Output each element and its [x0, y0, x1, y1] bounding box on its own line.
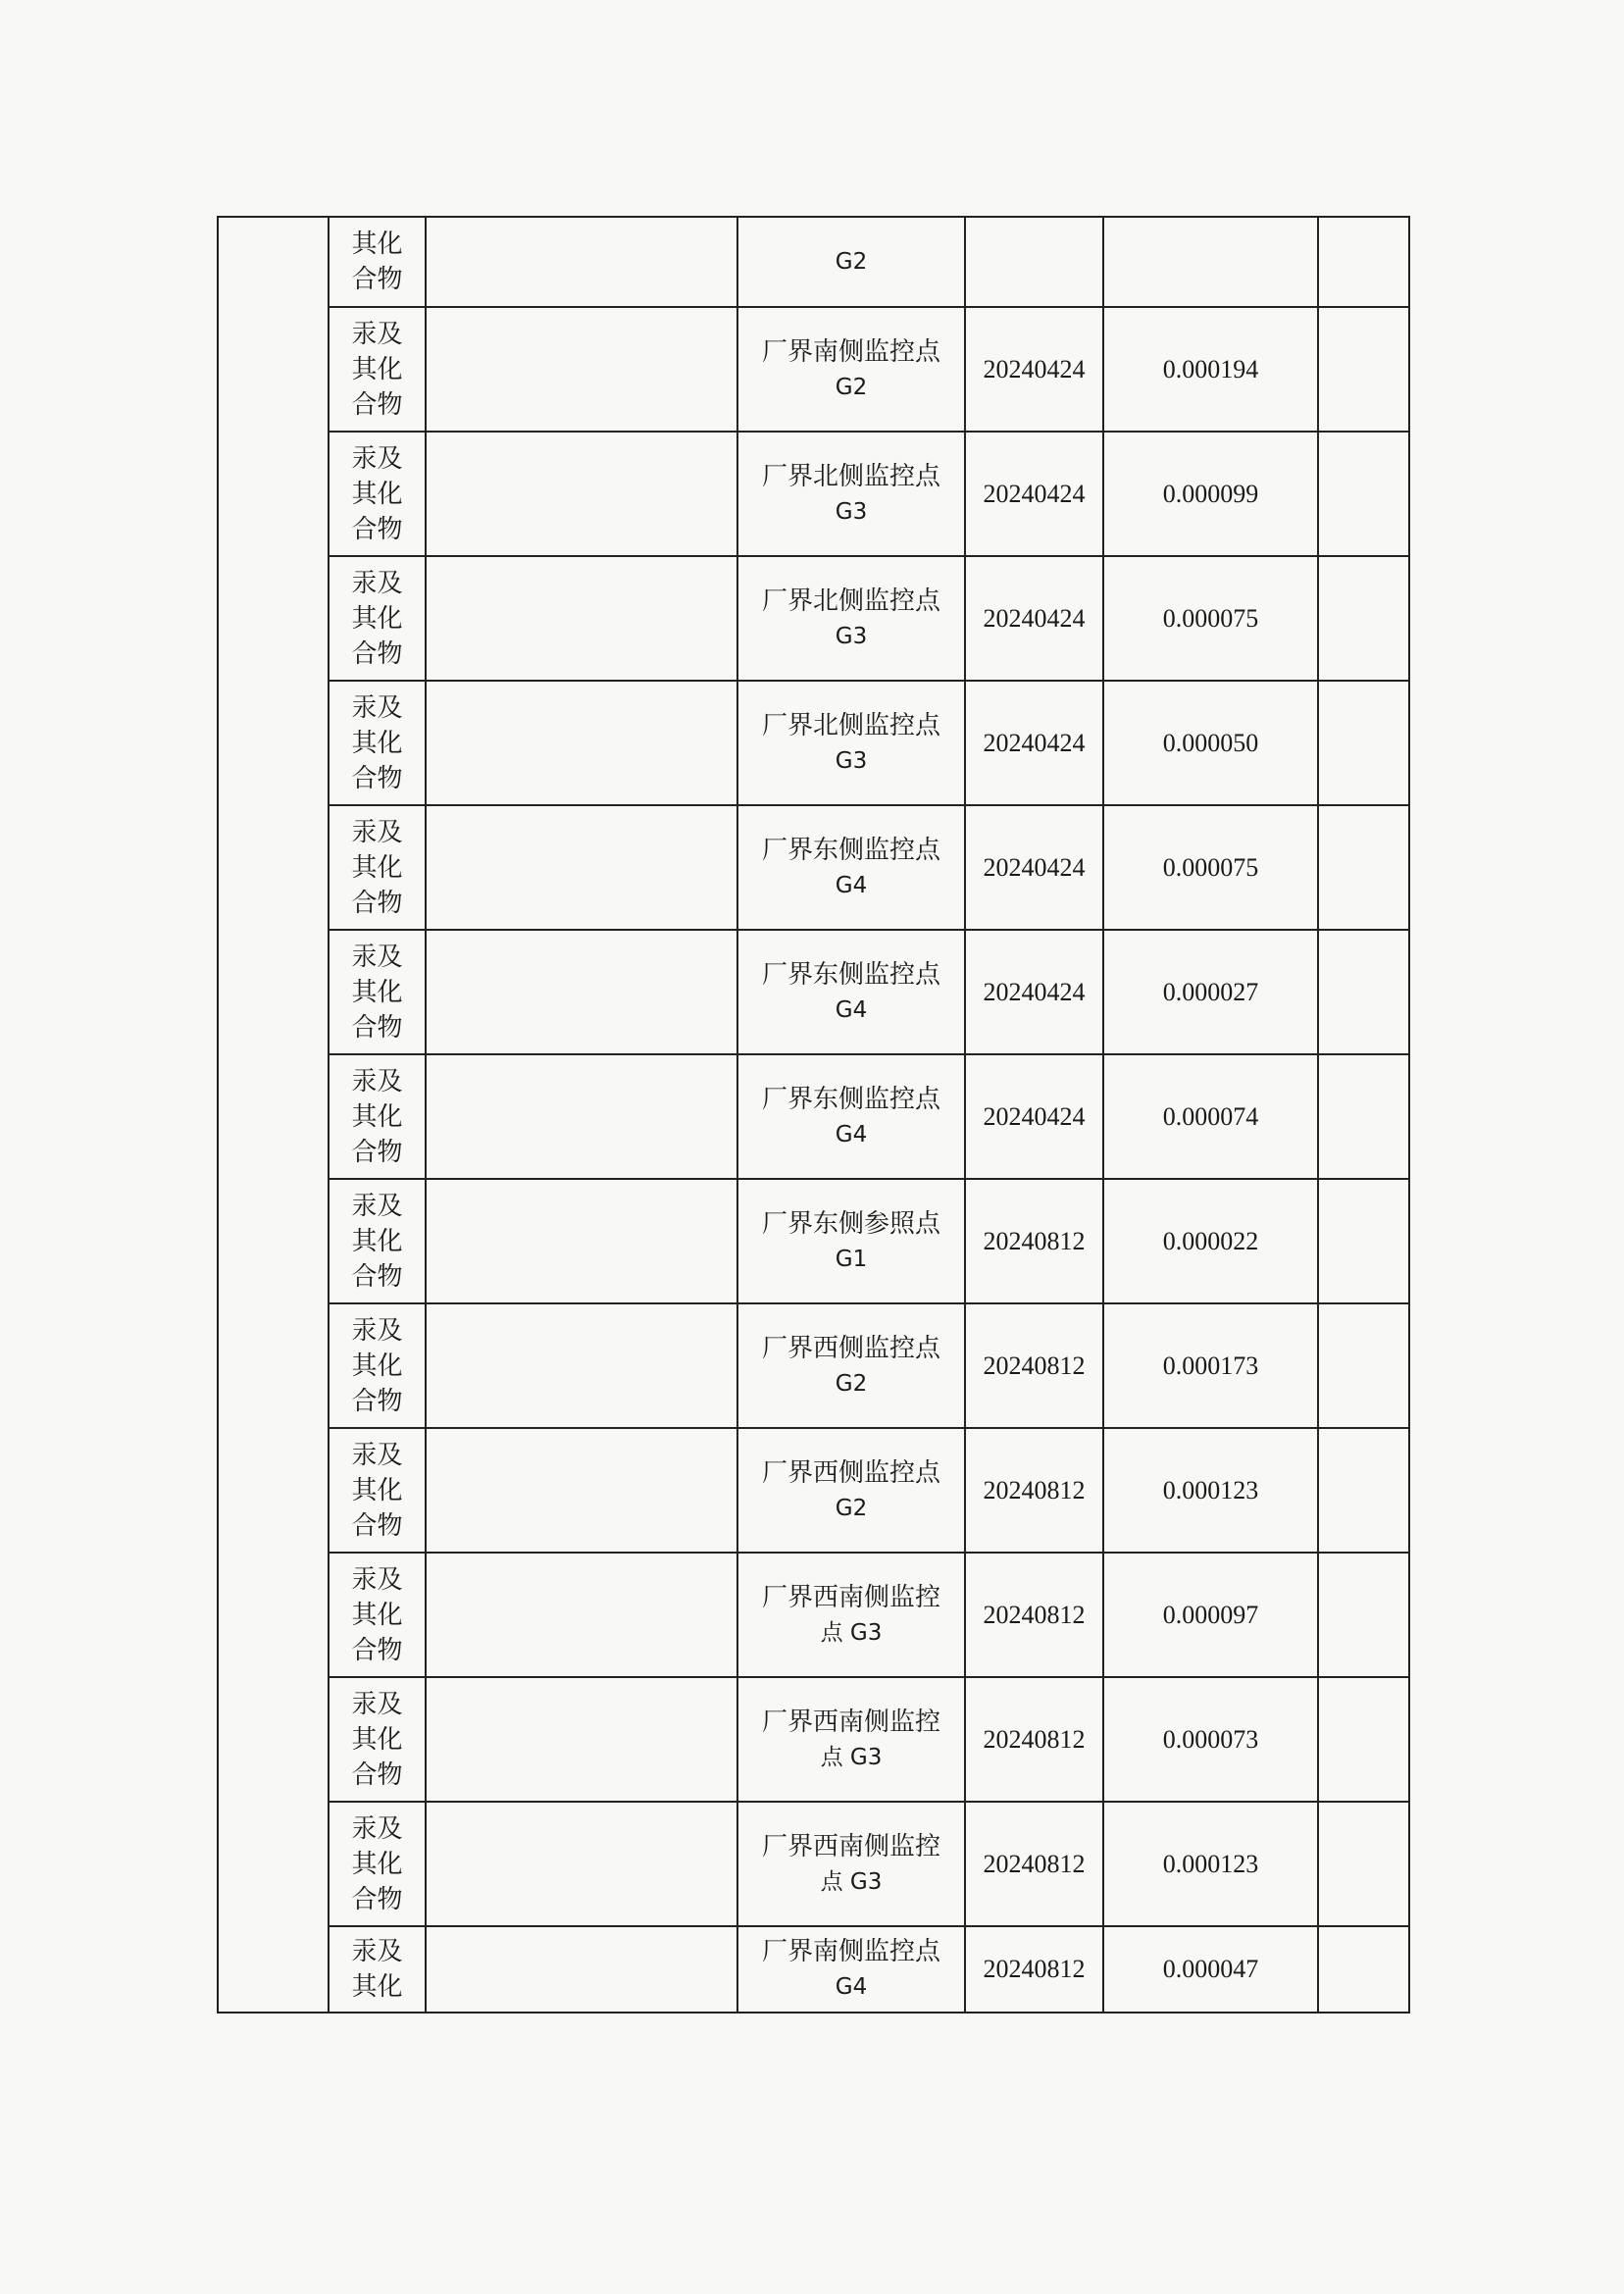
standard-cell: [426, 1179, 737, 1303]
pollutant-text: 汞及: [351, 817, 403, 847]
monitoring-point-name: 厂界南侧监控点: [761, 1937, 940, 1966]
concentration-value-cell: 0.000047: [1103, 1926, 1318, 2013]
remark-cell: [1318, 1179, 1409, 1303]
pollutant-cell: [329, 1179, 426, 1303]
monitoring-point-name: 厂界西南侧监控: [761, 1582, 940, 1612]
monitoring-point-code: 点 G3: [820, 1868, 883, 1895]
pollutant-text: 汞及: [351, 443, 403, 474]
pollutant-cell: [329, 556, 426, 681]
concentration-value-cell: 0.000073: [1103, 1677, 1318, 1802]
monitoring-point-code: 点 G3: [820, 1619, 883, 1646]
pollutant-text: 合物: [351, 1261, 403, 1292]
pollutant-cell: [329, 1677, 426, 1802]
pollutant-cell: [329, 1802, 426, 1926]
monitoring-point-code: G4: [835, 996, 868, 1023]
table-row: [218, 930, 1409, 1054]
table-row: [218, 432, 1409, 556]
pollutant-text: 汞及: [351, 568, 403, 598]
concentration-value-cell: 0.000194: [1103, 307, 1318, 432]
pollutant-text: 其化: [351, 852, 403, 883]
sampling-date-cell: 20240424: [965, 307, 1103, 432]
pollutant-text: 其化: [351, 1226, 403, 1256]
pollutant-text: 其化: [351, 1101, 403, 1132]
pollutant-text: 其化: [351, 479, 403, 509]
concentration-value-cell: 0.000050: [1103, 681, 1318, 805]
table-row: [218, 1303, 1409, 1428]
standard-cell: [426, 681, 737, 805]
remark-cell: [1318, 805, 1409, 930]
monitoring-point-code: G3: [835, 498, 868, 525]
table-row: [218, 307, 1409, 432]
concentration-value-cell: 0.000022: [1103, 1179, 1318, 1303]
pollutant-text: 合物: [351, 514, 403, 544]
pollutant-text: 合物: [351, 1386, 403, 1416]
pollutant-text: 汞及: [351, 1689, 403, 1719]
concentration-value-cell: 0.000075: [1103, 556, 1318, 681]
remark-cell: [1318, 1054, 1409, 1179]
monitoring-point-code: G4: [835, 872, 868, 898]
monitoring-point-cell: [737, 1428, 965, 1553]
monitoring-point-cell: [737, 1553, 965, 1677]
monitoring-point-cell: [737, 1179, 965, 1303]
monitoring-point-cell: [737, 805, 965, 930]
standard-cell: [426, 805, 737, 930]
sampling-date-cell: 20240424: [965, 681, 1103, 805]
monitoring-point-cell: [737, 1926, 965, 2013]
standard-cell: [426, 556, 737, 681]
pollutant-text: 汞及: [351, 1564, 403, 1595]
standard-cell: [426, 930, 737, 1054]
monitoring-data-table: [217, 216, 1410, 2014]
standard-cell: [426, 1677, 737, 1802]
sampling-date-cell: 20240424: [965, 1054, 1103, 1179]
standard-cell: [426, 217, 737, 307]
remark-cell: [1318, 432, 1409, 556]
standard-cell: [426, 307, 737, 432]
standard-cell: [426, 1553, 737, 1677]
table-row: [218, 217, 1409, 307]
pollutant-text: 合物: [351, 763, 403, 793]
pollutant-text: 汞及: [351, 1066, 403, 1096]
remark-cell: [1318, 217, 1409, 307]
monitoring-point-cell: [737, 1054, 965, 1179]
sampling-date-cell: 20240812: [965, 1553, 1103, 1677]
remark-cell: [1318, 681, 1409, 805]
monitoring-point-cell: [737, 556, 965, 681]
monitoring-point-code: G2: [835, 1495, 868, 1521]
pollutant-cell: [329, 1553, 426, 1677]
pollutant-text: 其化: [351, 1475, 403, 1505]
pollutant-text: 其化: [351, 1849, 403, 1879]
pollutant-text: 其化: [351, 977, 403, 1007]
table-row: [218, 805, 1409, 930]
monitoring-point-name: 厂界北侧监控点: [761, 461, 940, 491]
pollutant-cell: [329, 1428, 426, 1553]
pollutant-text: 合物: [351, 888, 403, 918]
pollutant-text: 合物: [351, 1759, 403, 1790]
table-row: [218, 1677, 1409, 1802]
monitoring-point-code: G1: [835, 1246, 868, 1272]
pollutant-text: 其化: [351, 1351, 403, 1381]
monitoring-point-cell: [737, 1802, 965, 1926]
monitoring-point-code: G4: [835, 1974, 868, 2000]
pollutant-text: 合物: [351, 1635, 403, 1665]
remark-cell: [1318, 1926, 1409, 2013]
sampling-date-cell: 20240812: [965, 1428, 1103, 1553]
monitoring-point-cell: [737, 432, 965, 556]
pollutant-cell: [329, 930, 426, 1054]
monitoring-point-name: 厂界北侧监控点: [761, 710, 940, 740]
pollutant-text: 其化: [351, 1724, 403, 1755]
pollutant-text: 汞及: [351, 1937, 403, 1966]
pollutant-text: 合物: [351, 265, 403, 294]
monitoring-point-code: G2: [835, 374, 868, 400]
monitoring-point-code: G2: [835, 249, 868, 275]
pollutant-cell: [329, 1303, 426, 1428]
pollutant-cell: [329, 307, 426, 432]
concentration-value-cell: 0.000123: [1103, 1428, 1318, 1553]
standard-cell: [426, 1303, 737, 1428]
sampling-date-cell: 20240424: [965, 805, 1103, 930]
monitoring-point-name: 厂界东侧监控点: [761, 835, 940, 865]
standard-cell: [426, 1428, 737, 1553]
standard-cell: [426, 432, 737, 556]
monitoring-point-name: 厂界西侧监控点: [761, 1333, 940, 1363]
sampling-date-cell: 20240424: [965, 556, 1103, 681]
sampling-date-cell: [965, 217, 1103, 307]
concentration-value-cell: [1103, 217, 1318, 307]
remark-cell: [1318, 307, 1409, 432]
monitoring-point-code: G3: [835, 623, 868, 649]
pollutant-text: 其化: [351, 728, 403, 758]
pollutant-text: 合物: [351, 1510, 403, 1541]
pollutant-text: 其化: [351, 1600, 403, 1630]
pollutant-cell: [329, 217, 426, 307]
pollutant-cell: [329, 1926, 426, 2013]
pollutant-text: 汞及: [351, 319, 403, 349]
sampling-date-cell: 20240424: [965, 930, 1103, 1054]
monitoring-point-name: 厂界西南侧监控: [761, 1707, 940, 1737]
standard-cell: [426, 1802, 737, 1926]
pollutant-text: 汞及: [351, 1315, 403, 1346]
remark-cell: [1318, 1677, 1409, 1802]
pollutant-cell: [329, 805, 426, 930]
pollutant-text: 汞及: [351, 942, 403, 972]
remark-cell: [1318, 1802, 1409, 1926]
table-row: [218, 1428, 1409, 1553]
pollutant-text: 合物: [351, 638, 403, 669]
monitoring-point-name: 厂界南侧监控点: [761, 336, 940, 367]
category-cell: [218, 217, 329, 2013]
monitoring-point-name: 厂界西南侧监控: [761, 1831, 940, 1861]
concentration-value-cell: 0.000099: [1103, 432, 1318, 556]
monitoring-point-name: 厂界东侧监控点: [761, 1084, 940, 1114]
monitoring-point-name: 厂界东侧监控点: [761, 959, 940, 990]
pollutant-text: 汞及: [351, 1191, 403, 1221]
pollutant-text: 汞及: [351, 692, 403, 723]
monitoring-point-cell: [737, 681, 965, 805]
table-row: [218, 1179, 1409, 1303]
remark-cell: [1318, 1553, 1409, 1677]
pollutant-text: 其化: [351, 229, 403, 259]
pollutant-text: 其化: [351, 354, 403, 384]
sampling-date-cell: 20240812: [965, 1677, 1103, 1802]
pollutant-text: 合物: [351, 1884, 403, 1914]
remark-cell: [1318, 1303, 1409, 1428]
sampling-date-cell: 20240424: [965, 432, 1103, 556]
monitoring-point-code: G2: [835, 1370, 868, 1397]
monitoring-point-cell: [737, 1677, 965, 1802]
monitoring-point-cell: [737, 930, 965, 1054]
concentration-value-cell: 0.000074: [1103, 1054, 1318, 1179]
sampling-date-cell: 20240812: [965, 1179, 1103, 1303]
monitoring-point-cell: [737, 1303, 965, 1428]
table-row: [218, 1054, 1409, 1179]
remark-cell: [1318, 930, 1409, 1054]
monitoring-point-cell: [737, 217, 965, 307]
monitoring-point-cell: [737, 307, 965, 432]
table-row: [218, 1802, 1409, 1926]
pollutant-text: 其化: [351, 1972, 403, 2002]
concentration-value-cell: 0.000173: [1103, 1303, 1318, 1428]
table-row: [218, 556, 1409, 681]
sampling-date-cell: 20240812: [965, 1926, 1103, 2013]
monitoring-point-code: G4: [835, 1121, 868, 1147]
sampling-date-cell: 20240812: [965, 1303, 1103, 1428]
monitoring-point-code: 点 G3: [820, 1744, 883, 1770]
standard-cell: [426, 1054, 737, 1179]
pollutant-text: 汞及: [351, 1813, 403, 1844]
pollutant-cell: [329, 432, 426, 556]
concentration-value-cell: 0.000027: [1103, 930, 1318, 1054]
table-row: [218, 681, 1409, 805]
monitoring-point-name: 厂界西侧监控点: [761, 1457, 940, 1488]
pollutant-cell: [329, 681, 426, 805]
monitoring-point-name: 厂界东侧参照点: [761, 1208, 940, 1239]
remark-cell: [1318, 1428, 1409, 1553]
pollutant-text: 合物: [351, 1012, 403, 1043]
standard-cell: [426, 1926, 737, 2013]
table-row: [218, 1553, 1409, 1677]
pollutant-text: 合物: [351, 1137, 403, 1167]
table-body: [218, 217, 1409, 2013]
pollutant-cell: [329, 1054, 426, 1179]
monitoring-point-code: G3: [835, 747, 868, 774]
concentration-value-cell: 0.000097: [1103, 1553, 1318, 1677]
concentration-value-cell: 0.000123: [1103, 1802, 1318, 1926]
table-row: [218, 1926, 1409, 2013]
pollutant-text: 汞及: [351, 1440, 403, 1470]
monitoring-point-name: 厂界北侧监控点: [761, 586, 940, 616]
concentration-value-cell: 0.000075: [1103, 805, 1318, 930]
pollutant-text: 合物: [351, 389, 403, 420]
pollutant-text: 其化: [351, 603, 403, 634]
remark-cell: [1318, 556, 1409, 681]
sampling-date-cell: 20240812: [965, 1802, 1103, 1926]
